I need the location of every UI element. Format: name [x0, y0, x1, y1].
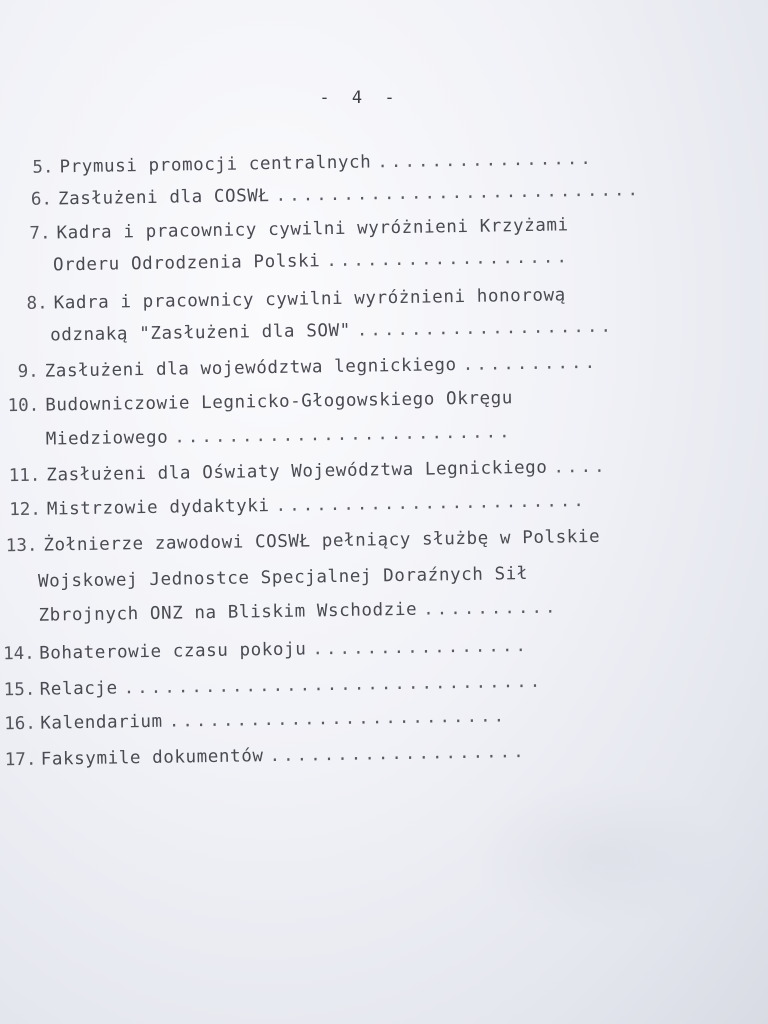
- toc-entry-leader: .......................: [275, 491, 588, 516]
- toc-entry-title: Zasłużeni dla województwa legnickiego: [44, 355, 457, 382]
- toc-entry-title: Kalendarium: [40, 711, 163, 734]
- toc-entry: [1, 527, 600, 556]
- toc-entry-leader: .........................: [174, 422, 513, 448]
- toc-entry-title: Faksymile dokumentów: [40, 746, 264, 770]
- toc-entry-number: 10.: [7, 395, 40, 417]
- toc-entry: [21, 149, 594, 178]
- toc-entry-title: Zbrojnych ONZ na Bliskim Wschodzie: [38, 599, 418, 626]
- toc-entry-title: Zasłużeni dla COSWŁ: [57, 186, 270, 210]
- toc-entry-title: Zasłużeni dla Oświaty Województwa Legnickiego: [46, 457, 548, 486]
- toc-entry: [0, 457, 608, 487]
- toc-entry-number: 17.: [4, 749, 37, 771]
- toc-entry-title: odznaką "Zasłużeni dla SOW": [50, 320, 351, 346]
- toc-entry-number: 7.: [29, 223, 51, 244]
- toc-entry-leader: .........................: [168, 706, 508, 732]
- toc-entry-title: Orderu Odrodzenia Polski: [52, 251, 321, 276]
- toc-entry-title: Budowniczowie Legnicko-Głogowskiego Okręgu: [45, 388, 514, 416]
- toc-entry: [20, 180, 641, 210]
- toc-entry-leader: ...........................: [275, 180, 642, 206]
- toc-entry-leader: ..........: [422, 597, 559, 620]
- toc-entry-leader: ..........: [462, 352, 599, 376]
- toc-entry-leader: ................: [312, 636, 530, 660]
- toc-entry-number: 6.: [30, 189, 53, 210]
- toc-entry-number: 14.: [3, 643, 35, 665]
- toc-entry: [18, 215, 569, 244]
- toc-entry-leader: ..................: [326, 247, 571, 272]
- toc-entry: [4, 672, 544, 700]
- toc-entry-title: Mistrzowie dydaktyki: [46, 496, 270, 520]
- toc-entry: [5, 742, 527, 770]
- toc-entry-continuation: [53, 247, 570, 275]
- toc-entry-number: 13.: [5, 535, 38, 557]
- page-number: - 4 -: [319, 88, 401, 108]
- toc-entry-number: 8.: [26, 293, 48, 314]
- toc-entry-leader: ...................: [269, 742, 527, 767]
- toc-entry: [4, 706, 507, 734]
- toc-entry: [0, 388, 513, 416]
- toc-entry-title: Relacje: [39, 678, 118, 700]
- toc-entry-continuation: [50, 317, 614, 346]
- toc-entry-leader: ....: [553, 456, 608, 478]
- toc-entry-leader: ................: [377, 148, 594, 173]
- toc-entry: [3, 636, 529, 664]
- toc-entry-title: Kadra i pracownicy cywilni wyróżnieni Krzyżami: [56, 215, 569, 244]
- toc-entry-continuation: [38, 564, 528, 592]
- toc-entry-number: 9.: [17, 361, 39, 382]
- toc-entry-continuation: [38, 598, 558, 626]
- toc-entry-title: Kadra i pracownicy cywilni wyróżnieni honorową: [53, 285, 567, 314]
- toc-entry: [16, 285, 567, 314]
- toc-entry-title: Miedziowego: [45, 427, 169, 450]
- toc-entry-number: 11.: [8, 465, 41, 487]
- toc-entry-number: 12.: [9, 499, 42, 521]
- toc-entry: [1, 491, 587, 520]
- toc-entry-number: 5.: [32, 157, 54, 178]
- toc-entry-title: Prymusi promocji centralnych: [59, 152, 372, 178]
- toc-entry-number: 16.: [4, 713, 37, 735]
- toc-entry-leader: ...................: [356, 316, 615, 341]
- toc-entry-title: Bohaterowie czasu pokoju: [38, 639, 307, 664]
- toc-entry-number: 15.: [3, 679, 36, 701]
- toc-entry-leader: ...............................: [123, 671, 544, 699]
- toc-entry-title: Żołnierze zawodowi COSWŁ pełniący służbę w Polskie: [43, 526, 601, 556]
- toc-entry-continuation: [46, 422, 513, 449]
- toc-entry: [7, 353, 599, 382]
- toc-entry-title: Wojskowej Jednostce Specjalnej Doraźnych Sił: [37, 564, 529, 592]
